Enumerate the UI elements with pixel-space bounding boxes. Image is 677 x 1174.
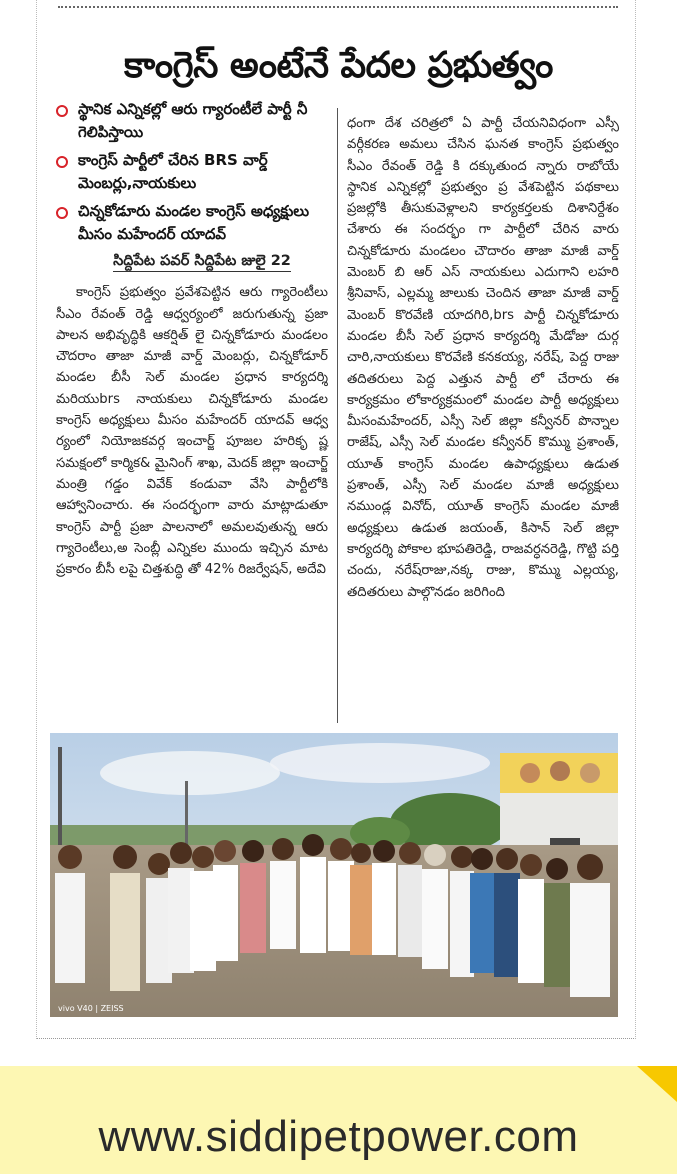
dateline — [76, 251, 328, 272]
column-divider — [337, 108, 338, 723]
article-body-right: ధంగా దేశ చరిత్రలో ఏ పార్టీ చేయనివిధంగా ఎస్సీ వర్గీకరణ అమలు చేసిన ఘనత కాంగ్రెస్ ప్రభుత్వం సీఎం రేవంత్ రెడ్డి కి దక్కుతుంద న్నారు రాబోయే స్థానిక ఎన్నికల్లో ప్రభుత్వం ప్ర వేశపెట్టిన పథకాలు ప్రజల్లోకి తీసుకువెళ్లాలని కార్యకర్తలకు దిశానిర్దేశం చేశారు ఈ సందర్భం గా పార్టీలో చేరిన వారు చిన్నకోడూరు మండలం చౌదారం తాజా మాజీ వార్డ్ మెంబర్ బి ఆర్ ఎస్ నాయకులు ఎదుగాని లహరి శ్రీనివాస్, ఎల్లమ్మ జాలుకు చెందిన తాజా మాజీ వార్డ్ మెంబర్ కొరవేణి యాదగిరి,brs పార్టీ చిన్నకోడూరు మండల బీసీ సెల్ ప్రధాన కార్యదర్శి మేడోజు దుర్గ చారి,నాయకులు కొరవేణి కనకయ్య, నరేష్, పెద్ద రాజు తదితరులు పెద్ద ఎత్తున పార్టీ లో చేరారు ఈ కార్యక్రమం లోకార్యక్రమంలో మండల పార్టీ అధ్యక్షులు మీసంమహేందర్, ఎస్సీ సెల్ జిల్లా కన్వీనర్ పొన్నాల రాజేష్, ఎస్సీ సెల్ మండల కన్వీనర్ కొమ్ము ప్రశాంత్, యూత్ కాంగ్రెస్ మండల ఉపాధ్యక్షులు ఉడుత ప్రశాంత్, ఎస్సీ సెల్ మండల మాజీ అధ్యక్షులు నముండ్ల వినోద్, యూత్ కాంగ్రెస్ మండల మాజీ అధ్యక్షులు ఉడుత జయంత్, కిసాన్ సెల్ జిల్లా కార్యదర్శి పోకాల భూపతిరెడ్డి, రాజవర్ధనరెడ్డి, గొట్టి పర్తి చందు, నరేష్‌రాజు,నక్క రాజు, కొమ్ము ఎల్లయ్య, తదితరులు పాల్గొనడం జరిగింది — [347, 116, 619, 600]
highlight-item — [56, 149, 328, 195]
highlight-text: చిన్నకోడూరు మండల కాంగ్రెస్ అధ్యక్షులు మీసం మహేందర్ యాదవ్ — [78, 202, 310, 243]
footer-corner-triangle — [637, 1066, 677, 1102]
left-column — [56, 98, 328, 580]
highlight-text: స్థానిక ఎన్నికల్లో ఆరు గ్యారంటీలే పార్టీ నీ గెలిపిస్తాయి — [78, 100, 308, 141]
photo-caption: vivo V40 | ZEISS — [58, 1004, 124, 1013]
top-dotted-rule — [58, 6, 618, 8]
bullet-ring-icon — [56, 207, 68, 219]
bullet-ring-icon — [56, 156, 68, 168]
dateline-text: సిద్దిపేట పవర్ సిద్దిపేట జులై 22 — [113, 253, 291, 272]
headline: కాంగ్రెస్ అంటేనే పేదల ప్రభుత్వం — [124, 45, 553, 86]
group-photo — [50, 733, 618, 1017]
highlight-text: కాంగ్రెస్ పార్టీలో చేరిన BRS వార్డ్ మెంబర్లు,నాయకులు — [78, 151, 268, 192]
article-body-left: కాంగ్రెస్ ప్రభుత్వం ప్రవేశపెట్టిన ఆరు గ్యారెంటీలు సీఎం రేవంత్ రెడ్డి ఆధ్వర్యంలో జరుగుతున్న ప్రజా పాలన అభివృద్ధికి ఆకర్షిత్ లై చిన్నకోడూరు మండలం చౌదరాం తాజా మాజీ వార్డ్ మెంబర్లు, చిన్నకోడూర్ మండల బీసీ సెల్ మండల ప్రధాన కార్యదర్శి మరియుbrs నాయకులు చిన్నకోడూరు మండల కాంగ్రెస్ అధ్యక్షులు మీసం మహేందర్ యాదవ్ ఆధ్వ ర్యంలో నియోజకవర్గ ఇంచార్జ్ పూజల హరికృ ష్ణ సమక్షంలో కార్మిక& మైనింగ్ శాఖ, మెదక్ జిల్లా ఇంచార్జ్ మంత్రి గడ్డం వివేక్ కండువా వేసి పార్టీలోకి ఆహ్వానించారు. ఈ సందర్భంగా వారు మాట్లాడుతూ కాంగ్రెస్ పార్టీ ప్రజా పాలనాలో అమలవుతున్న ఆరు గ్యారెంటీలు,అ సెంబ్లీ ఎన్నికల ముందు ఇచ్చిన మాట ప్రకారం బీసీ లపై చిత్తశుద్ధి తో 42% రిజర్వేషన్, అదేవి — [56, 285, 328, 578]
highlight-item — [56, 98, 328, 144]
highlight-item — [56, 200, 328, 246]
footer-url[interactable]: www.siddipetpower.com — [98, 1112, 579, 1161]
bullet-ring-icon — [56, 105, 68, 117]
group-photo-illustration — [50, 733, 618, 1017]
right-column — [347, 113, 619, 603]
